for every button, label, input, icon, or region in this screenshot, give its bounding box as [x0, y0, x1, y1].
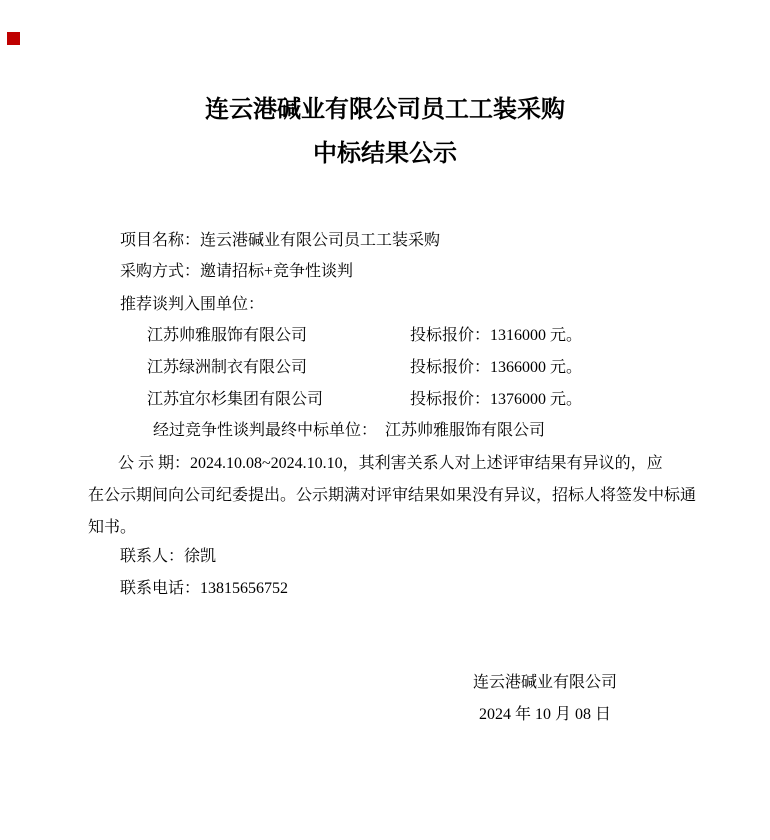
bidder-name: 江苏宜尔杉集团有限公司 — [147, 391, 324, 408]
bidder-name: 江苏绿洲制衣有限公司 — [147, 359, 308, 376]
document-title-line1: 连云港碱业有限公司员工工装采购 — [205, 97, 565, 123]
publicity-period-line2: 在公示期间向公司纪委提出。公示期满对评审结果如果没有异议，招标人将签发中标通 — [88, 487, 697, 504]
procurement-method-line: 采购方式：邀请招标+竞争性谈判 — [120, 263, 354, 280]
bidder-row — [88, 384, 692, 416]
bidder-price: 投标报价：1376000 元。 — [410, 391, 583, 408]
contact-person-line: 联系人：徐凯 — [120, 548, 217, 565]
final-winner-line: 经过竞争性谈判最终中标单位： 江苏帅雅服饰有限公司 — [153, 422, 546, 439]
red-marker — [7, 32, 20, 45]
bidder-row — [88, 320, 692, 352]
bidder-row — [88, 352, 692, 384]
signature-company: 连云港碱业有限公司 — [472, 674, 617, 691]
publicity-period-line3: 知书。 — [88, 519, 137, 536]
project-name-line: 项目名称：连云港碱业有限公司员工工装采购 — [120, 232, 441, 249]
signature-date: 2024 年 10 月 08 日 — [478, 706, 611, 723]
contact-phone-line: 联系电话：13815656752 — [120, 580, 289, 597]
bidder-name: 江苏帅雅服饰有限公司 — [147, 327, 308, 344]
bidder-price: 投标报价：1316000 元。 — [410, 327, 583, 344]
document-title-line2: 中标结果公示 — [313, 141, 457, 167]
bidder-price: 投标报价：1366000 元。 — [410, 359, 583, 376]
publicity-period-line1: 公 示 期：2024.10.08~2024.10.10，其利害关系人对上述评审结果有异议的，应 — [118, 455, 663, 472]
shortlist-heading: 推荐谈判入围单位： — [120, 296, 265, 313]
signature-block — [420, 667, 670, 731]
